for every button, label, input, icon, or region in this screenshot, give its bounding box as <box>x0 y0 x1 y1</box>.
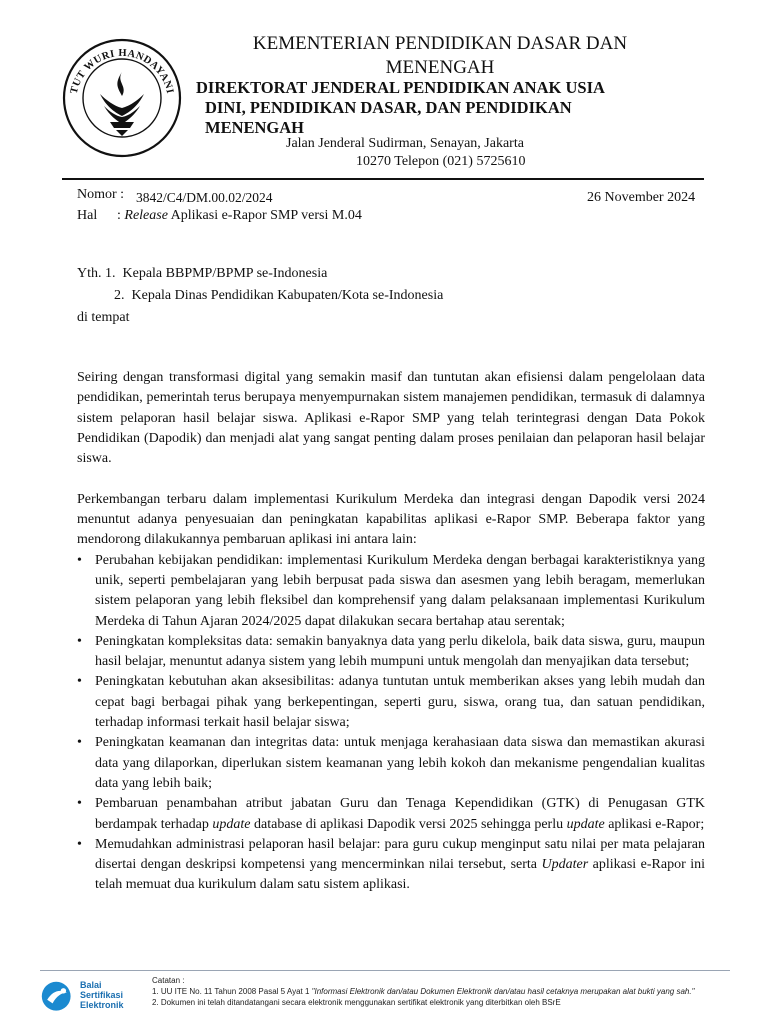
list-item: • Perubahan kebijakan pendidikan: implementasi Kurikulum Merdeka dengan berbagai karakteristiknya yang unik, seperti pembelajaran yang lebih berpusat pada siswa dan asesmen yang lebih beragam, memerlukan sistem pelaporan yang lebih fleksibel dan komprehensif yang dalam pelaksanaan implementasi Kurikulum Merdeka di Tahun Ajaran 2024/2025 dapat dilakukan secara bertahap atau serentak; <box>77 552 705 629</box>
paragraph-2: Perkembangan terbaru dalam implementasi Kurikulum Merdeka dan integrasi dengan Dapodik versi 2024 menuntut adanya penyesuaian dan peningkatan kapabilitas aplikasi e-Rapor SMP. Beberapa faktor yang mendorong dilakukannya pembaruan aplikasi ini antara lain: <box>77 491 705 548</box>
factor-list <box>77 551 705 896</box>
hal-value: : Release Aplikasi e-Rapor SMP versi M.04 <box>117 208 362 223</box>
paragraph-1: Seiring dengan transformasi digital yang semakin masif dan tuntutan akan efisiensi dalam pengelolaan data pendidikan, pemerintah terus berupaya menyempurnakan sistem manajemen pendidikan, termasuk di dalamnya sistem pelaporan hasil belajar siswa. Aplikasi e-Rapor SMP yang telah terintegrasi dengan Data Pokok Pendidikan (Dapodik) dan menjadi alat yang sangat penting dalam proses penilaian dan pelaporan hasil belajar siswa. <box>77 370 705 467</box>
list-item: • Peningkatan kompleksitas data: semakin banyaknya data yang perlu dikelola, baik data siswa, guru, maupun hasil belajar, menuntut adanya sistem yang lebih mumpuni untuk mengolah dan menyajikan data tersebut; <box>77 633 705 670</box>
recipients <box>77 263 443 329</box>
hal-italic: Release <box>124 208 168 223</box>
footer-divider <box>40 970 730 971</box>
tut-wuri-handayani-logo <box>60 36 184 160</box>
svg-text:TUT WURI HANDAYANI: TUT WURI HANDAYANI <box>68 47 176 96</box>
directorate-line-3: MENENGAH <box>205 118 304 137</box>
nomor-label: Nomor : <box>77 187 125 202</box>
address-line-1: Jalan Jenderal Sudirman, Senayan, Jakarta <box>286 136 524 151</box>
bsre-label: Balai Sertifikasi Elektronik <box>80 980 124 1010</box>
list-item: • Pembaruan penambahan atribut jabatan Guru dan Tenaga Kependidikan (GTK) di Penugasan GTK berdampak terhadap update database di aplikasi Dapodik versi 2025 sehingga perlu update aplikasi e-Rapor; <box>77 796 705 832</box>
list-item: • Peningkatan kebutuhan akan aksesibilitas: adanya tuntutan untuk memberikan akses yang lebih mudah dan cepat bagi berbagai pihak yang berkepentingan, seperti guru, siswa, orang tua, dan satuan pendidikan, terhadap informasi terkait hasil belajar siswa; <box>77 674 705 731</box>
recipient-1: Yth. 1. Kepala BBPMP/BPMP se-Indonesia <box>77 266 328 281</box>
letter-body <box>77 368 705 896</box>
footer-notes <box>152 975 694 1008</box>
ministry-title: KEMENTERIAN PENDIDIKAN DASAR DAN MENENGAH <box>252 33 628 78</box>
recipient-2: 2. Kepala Dinas Pendidikan Kabupaten/Kota se-Indonesia <box>114 288 444 303</box>
nomor-value: 3842/C4/DM.00.02/2024 <box>136 190 273 205</box>
note-2: 2. Dokumen ini telah ditandatangani secara elektronik menggunakan sertifikat elektronik yang diterbitkan oleh BSrE <box>152 998 561 1007</box>
directorate-line-2: DINI, PENDIDIKAN DASAR, DAN PENDIDIKAN <box>205 98 572 117</box>
di-tempat: di tempat <box>77 310 130 325</box>
header-divider <box>62 178 704 180</box>
bsre-logo <box>40 980 76 1016</box>
list-item: • Peningkatan keamanan dan integritas data: untuk menjaga kerahasiaan data siswa dan memastikan akurasi data yang dilaporkan, diperlukan sistem keamanan yang lebih kokoh dan mekanisme pengendalian kualitas data yang lebih baik; <box>77 735 705 791</box>
address-line-2: 10270 Telepon (021) 5725610 <box>356 154 526 169</box>
catatan-label: Catatan : <box>152 976 185 985</box>
note-1: 1. UU ITE No. 11 Tahun 2008 Pasal 5 Ayat 1 "Informasi Elektronik dan/atau Dokumen Elektronik dan/atau hasil cetaknya merupakan alat bukti yang sah." <box>152 987 695 996</box>
hal-label: Hal <box>77 208 98 223</box>
list-item: • Memudahkan administrasi pelaporan hasil belajar: para guru cukup menginput satu nilai per mata pelajaran disertai dengan deskripsi kompetensi yang mencerminkan nilai tersebut, serta Updater aplikasi e-Rapor ini telah memuat dua kurikulum dalam satu sistem aplikasi. <box>77 836 705 893</box>
directorate-line-1: DIREKTORAT JENDERAL PENDIDIKAN ANAK USIA <box>196 78 605 97</box>
directorate-title <box>196 78 666 138</box>
letter-date: 26 November 2024 <box>587 190 696 205</box>
